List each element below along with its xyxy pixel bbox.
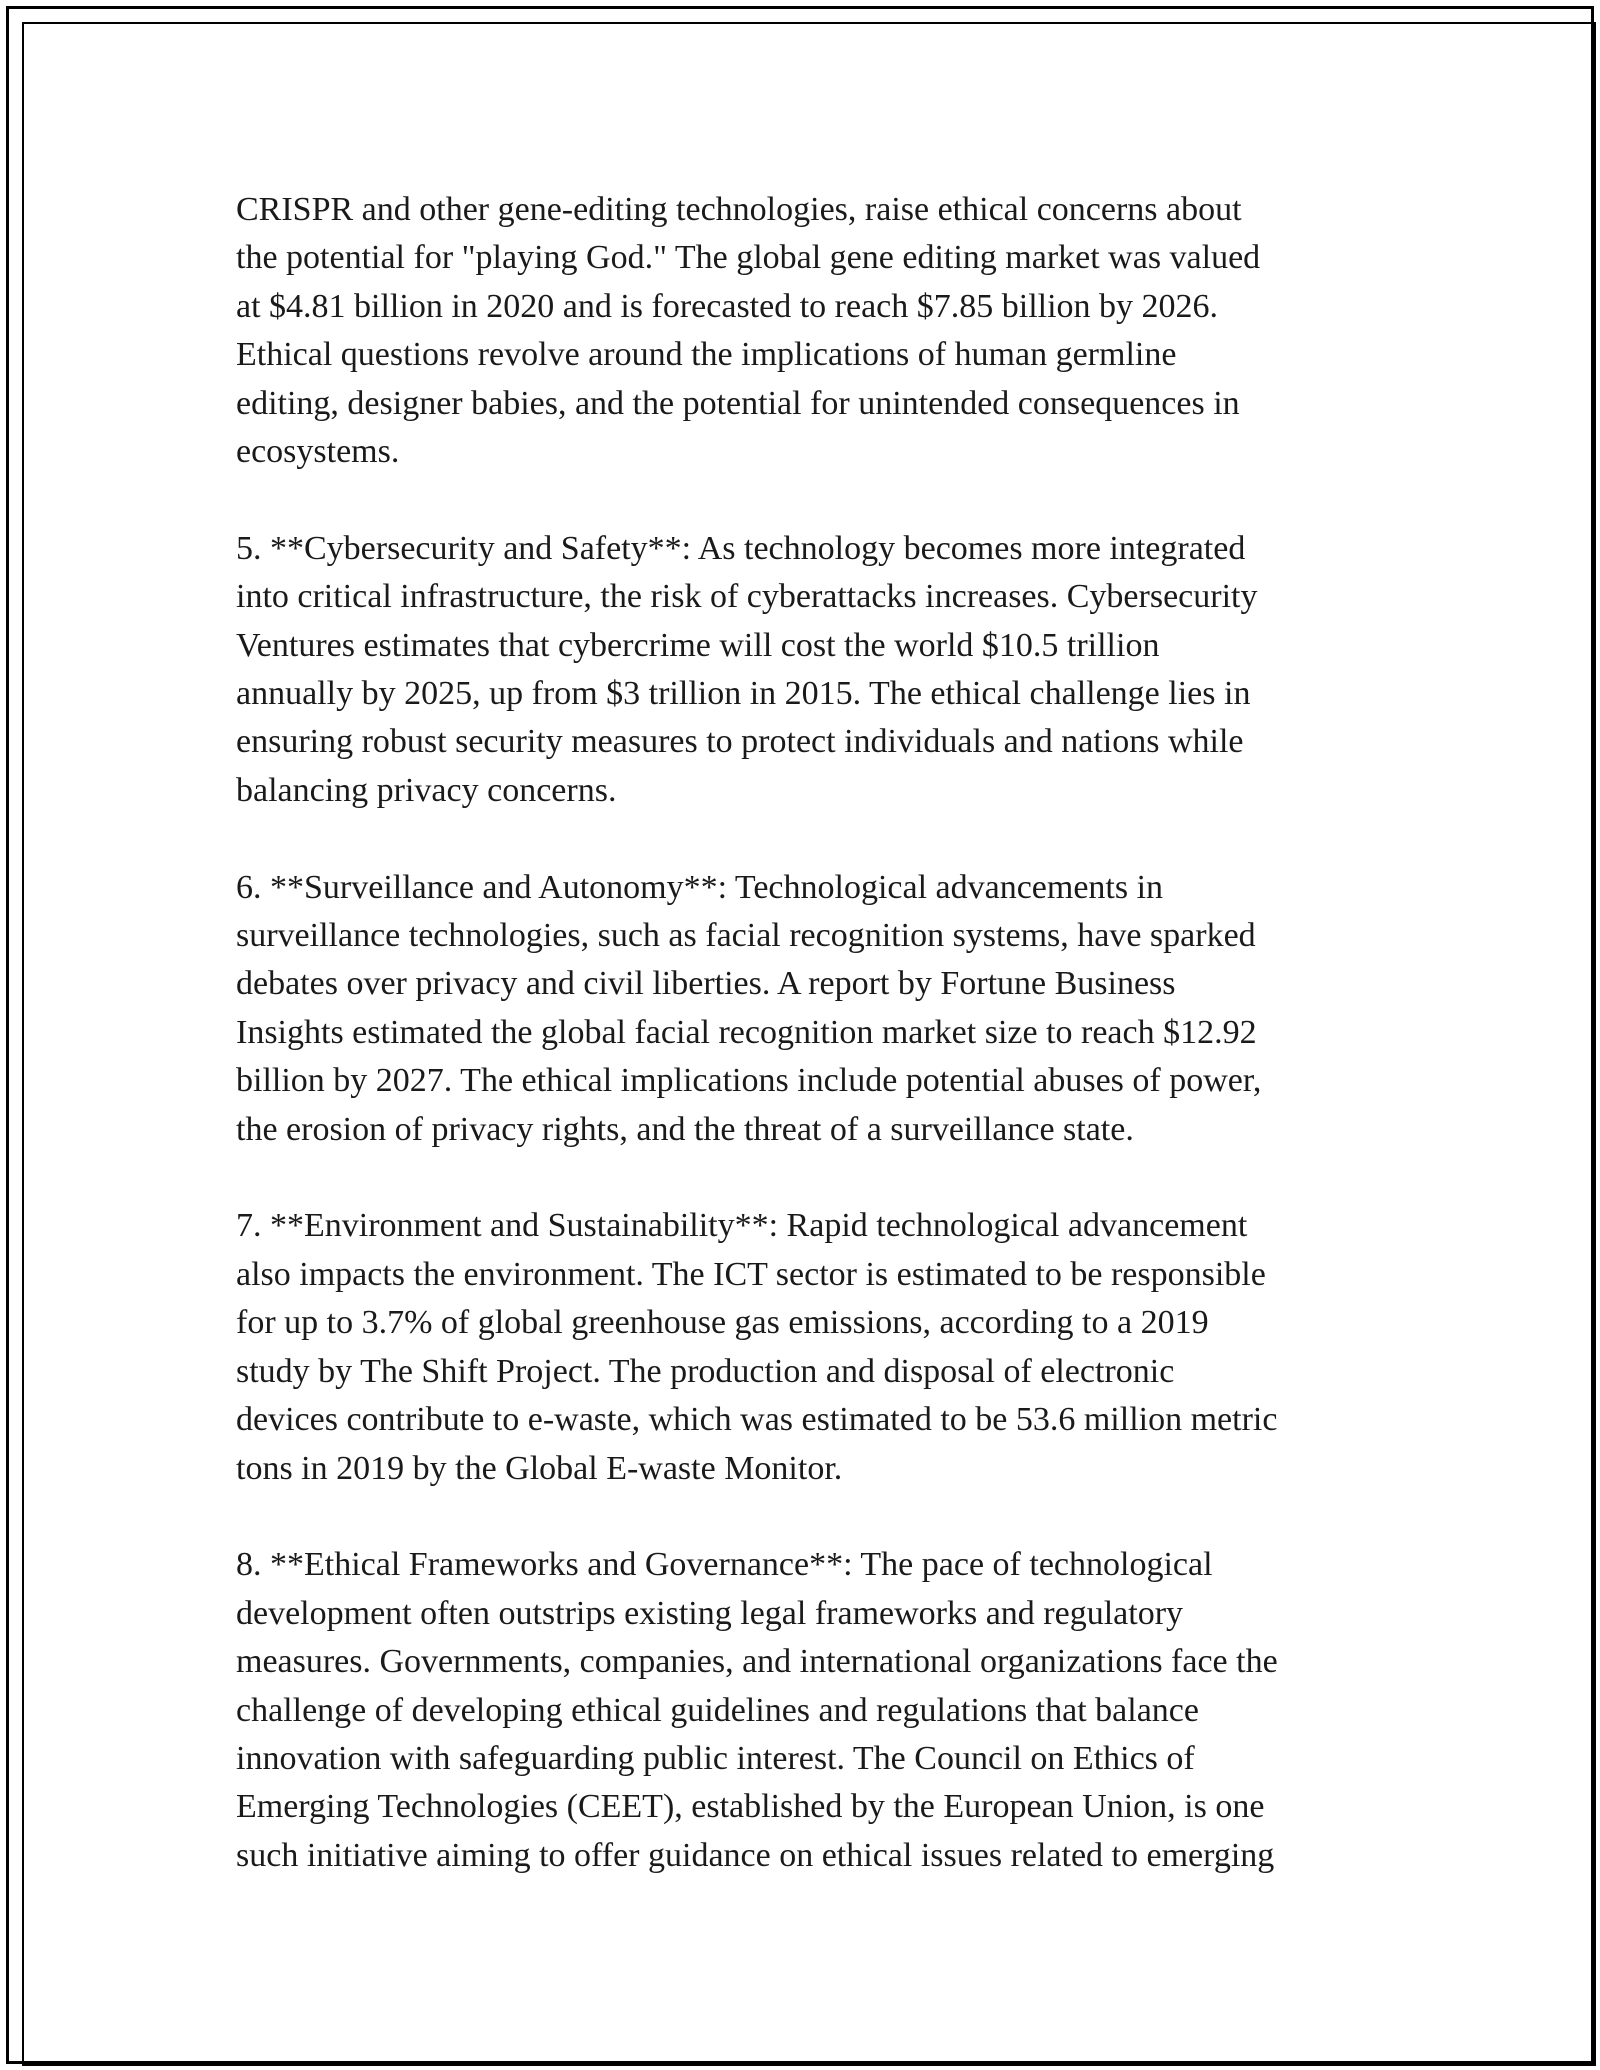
text-line: into critical infrastructure, the risk of cyberattacks increases. Cybersecurity xyxy=(236,578,1258,616)
text-line: the potential for "playing God." The global gene editing market was valued xyxy=(236,239,1261,277)
text-line: the erosion of privacy rights, and the threat of a surveillance state. xyxy=(236,1110,1134,1148)
text-line: measures. Governments, companies, and international organizations face the xyxy=(236,1643,1278,1681)
text-line: innovation with safeguarding public interest. The Council on Ethics of xyxy=(236,1739,1195,1777)
text-line: 5. **Cybersecurity and Safety**: As technology becomes more integrated xyxy=(236,529,1246,567)
text-line: 8. **Ethical Frameworks and Governance**: The pace of technological xyxy=(236,1546,1213,1584)
paragraph-cybersecurity xyxy=(236,525,1396,815)
text-line: CRISPR and other gene-editing technologies, raise ethical concerns about xyxy=(236,191,1242,228)
text-line: study by The Shift Project. The production and disposal of electronic xyxy=(236,1352,1175,1390)
text-line: development often outstrips existing legal frameworks and regulatory xyxy=(236,1594,1184,1632)
document-body xyxy=(236,186,1396,1929)
text-line: tons in 2019 by the Global E-waste Monitor. xyxy=(236,1449,843,1487)
paragraph-environment xyxy=(236,1202,1396,1492)
text-line: also impacts the environment. The ICT sector is estimated to be responsible xyxy=(236,1255,1266,1293)
paragraph-surveillance xyxy=(236,864,1396,1154)
text-line: Emerging Technologies (CEET), established by the European Union, is one xyxy=(236,1788,1265,1826)
text-line: Ethical questions revolve around the implications of human germline xyxy=(236,336,1177,374)
text-line: ensuring robust security measures to protect individuals and nations while xyxy=(236,723,1244,761)
text-line: balancing privacy concerns. xyxy=(236,771,617,809)
text-line: for up to 3.7% of global greenhouse gas emissions, according to a 2019 xyxy=(236,1304,1209,1342)
text-line: annually by 2025, up from $3 trillion in 2015. The ethical challenge lies in xyxy=(236,675,1251,713)
text-line: ecosystems. xyxy=(236,433,400,471)
text-line: devices contribute to e-waste, which was estimated to be 53.6 million metric xyxy=(236,1401,1278,1439)
text-line: editing, designer babies, and the potential for unintended consequences in xyxy=(236,384,1240,422)
text-line: debates over privacy and civil liberties. A report by Fortune Business xyxy=(236,965,1176,1003)
text-line: challenge of developing ethical guidelines and regulations that balance xyxy=(236,1691,1199,1729)
text-line: billion by 2027. The ethical implications include potential abuses of power, xyxy=(236,1062,1262,1100)
text-line: 7. **Environment and Sustainability**: Rapid technological advancement xyxy=(236,1207,1248,1245)
text-line: Ventures estimates that cybercrime will cost the world $10.5 trillion xyxy=(236,626,1160,664)
text-line: Insights estimated the global facial recognition market size to reach $12.92 xyxy=(236,1013,1257,1051)
paragraph-governance xyxy=(236,1541,1396,1880)
paragraph-crispr xyxy=(236,186,1396,476)
text-line: surveillance technologies, such as facial recognition systems, have sparked xyxy=(236,917,1256,955)
text-line: at $4.81 billion in 2020 and is forecasted to reach $7.85 billion by 2026. xyxy=(236,287,1219,325)
text-line: 6. **Surveillance and Autonomy**: Technological advancements in xyxy=(236,868,1164,906)
text-line: such initiative aiming to offer guidance on ethical issues related to emerging xyxy=(236,1836,1275,1874)
